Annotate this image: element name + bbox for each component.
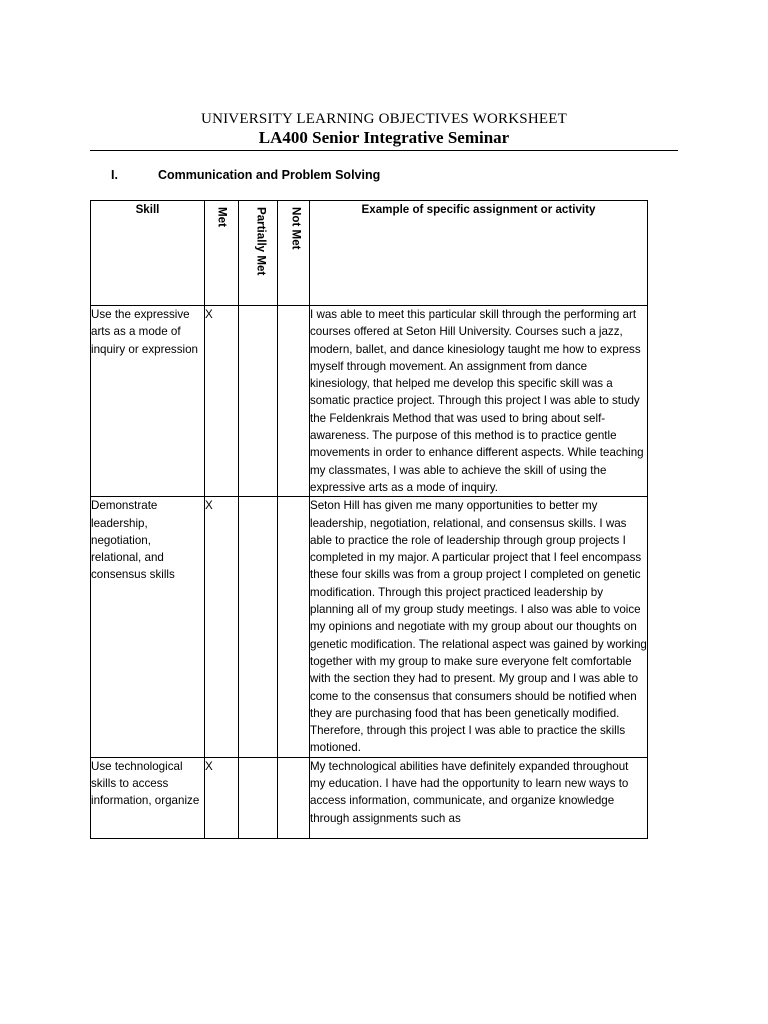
objectives-table <box>90 200 648 839</box>
example-cell: I was able to meet this particular skill through the performing art courses offered at Seton Hill University. Courses such a jazz, modern, ballet, and dance kinesiology taught me how to express myself through movement. An assignment from dance kinesiology, that helped me develop this specific skill was a somatic practice project. Through this project I was able to study the Feldenkrais Method that was used to bring about self-awareness. The purpose of this method is to practice gentle movements in order to enhance different aspects. While teaching my classmates, I was able to achieve the skill of using the expressive arts as a mode of inquiry. <box>310 306 648 497</box>
not-met-cell <box>278 306 310 497</box>
partially-met-cell <box>239 757 278 838</box>
not-met-cell <box>278 757 310 838</box>
skill-cell: Use technological skills to access information, organize <box>91 757 205 838</box>
example-cell: My technological abilities have definitely expanded throughout my education. I have had the opportunity to learn new ways to access information, communicate, and organize knowledge through assignments such as <box>310 757 648 838</box>
met-cell: X <box>205 306 239 497</box>
example-column-header: Example of specific assignment or activity <box>310 201 648 306</box>
skill-cell: Use the expressive arts as a mode of inquiry or expression <box>91 306 205 497</box>
not-met-cell <box>278 497 310 757</box>
met-header-label: Met <box>215 207 229 227</box>
section-title: Communication and Problem Solving <box>158 168 381 182</box>
partially-met-header-label: Partially Met <box>254 207 268 276</box>
worksheet-title: UNIVERSITY LEARNING OBJECTIVES WORKSHEET <box>201 111 567 127</box>
met-column-header <box>205 201 239 306</box>
table-header-row <box>91 201 648 306</box>
title-divider <box>90 150 678 151</box>
partially-met-cell <box>239 497 278 757</box>
partially-met-column-header <box>239 201 278 306</box>
course-title: LA400 Senior Integrative Seminar <box>258 128 510 147</box>
skill-cell: Demonstrate leadership, negotiation, relational, and consensus skills <box>91 497 205 757</box>
not-met-header-label: Not Met <box>289 207 303 250</box>
section-number: I. <box>111 168 118 182</box>
table-row <box>91 497 648 757</box>
not-met-column-header <box>278 201 310 306</box>
example-cell: Seton Hill has given me many opportunities to better my leadership, negotiation, relational, and consensus skills. I was able to practice the role of leadership through group projects I completed in my major. A particular project that I feel encompass these four skills was from a group project I completed on genetic modification. Through this project practiced leadership by planning all of my group study meetings. I also was able to voice my opinions and negotiate with my group about our thoughts on genetic modification. The relational aspect was gained by working together with my group to make sure everyone felt comfortable with the section they had to present. My group and I was able to come to the consensus that consumers should be notified when they are purchasing food that has been genetically modified. Therefore, through this project I was able to practice the skills motioned. <box>310 497 648 757</box>
table-row <box>91 757 648 838</box>
skill-column-header: Skill <box>91 201 205 306</box>
partially-met-cell <box>239 306 278 497</box>
table-row <box>91 306 648 497</box>
met-cell: X <box>205 497 239 757</box>
met-cell: X <box>205 757 239 838</box>
